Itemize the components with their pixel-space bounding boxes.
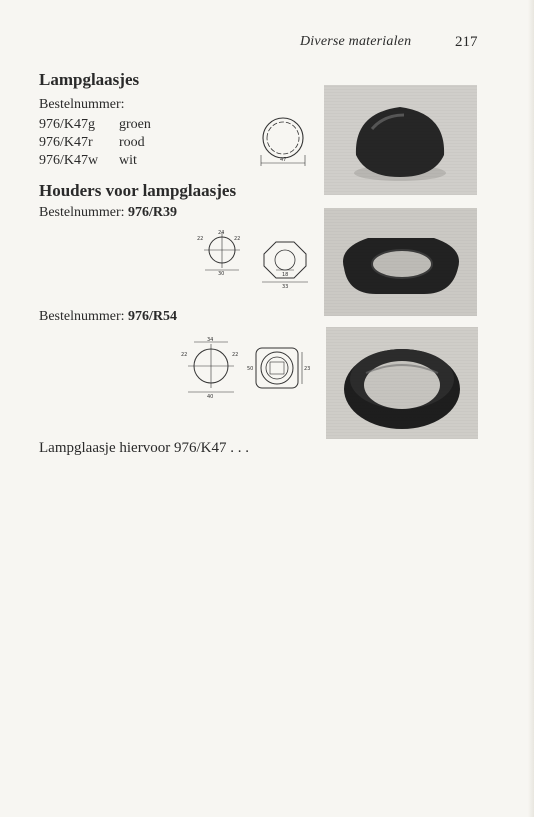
section-title-houders: Houders voor lampglaasjes xyxy=(39,181,237,200)
order-code: 976/R39 xyxy=(128,205,178,220)
dimension-label: 24 xyxy=(218,230,225,236)
dimension-label: 47 xyxy=(280,157,287,163)
running-header: Diverse materialen xyxy=(300,34,412,49)
product-color: wit xyxy=(119,153,137,168)
product-code: 976/K47w xyxy=(39,153,99,168)
dimension-label: 30 xyxy=(218,271,225,277)
holder-r54-photo xyxy=(326,327,478,439)
order-label: Bestelnummer: xyxy=(39,205,129,220)
order-number-r54 xyxy=(39,309,177,325)
holder-r54-front-diagram xyxy=(180,338,246,400)
product-row xyxy=(39,117,151,133)
product-color: groen xyxy=(119,117,151,132)
holder-r39-side-diagram xyxy=(258,236,313,290)
lamp-glass-photo xyxy=(324,85,477,195)
dimension-label: 40 xyxy=(207,394,214,400)
holder-r39-photo-art xyxy=(324,208,477,316)
dimension-label: 50 xyxy=(247,366,254,372)
lamp-glass-diagram xyxy=(255,108,310,170)
dimension-label: 33 xyxy=(282,284,289,290)
section-title-lampglaasjes: Lampglaasjes xyxy=(39,70,140,89)
holder-r39-front-diagram xyxy=(196,228,248,276)
order-number-label: Bestelnummer: xyxy=(39,97,125,112)
product-row xyxy=(39,135,145,151)
order-code: 976/R54 xyxy=(128,309,178,324)
dimension-label: 22 xyxy=(234,236,241,242)
dimension-label: 22 xyxy=(197,236,204,242)
holder-r54-photo-art xyxy=(326,327,478,439)
dimension-label: 23 xyxy=(304,366,311,372)
page-number: 217 xyxy=(455,34,478,50)
product-code: 976/K47g xyxy=(39,117,95,132)
page-edge xyxy=(528,0,534,817)
order-label: Bestelnummer: xyxy=(39,309,129,324)
dimension-label: 34 xyxy=(207,337,214,343)
glass-for-holder-note: Lampglaasje hiervoor 976/K47 . . . xyxy=(39,440,249,456)
order-number-r39 xyxy=(39,205,177,221)
dimension-label: 22 xyxy=(181,352,188,358)
product-color: rood xyxy=(119,135,145,150)
dimension-label: 18 xyxy=(282,272,289,278)
holder-r39-photo xyxy=(324,208,477,316)
product-row xyxy=(39,153,137,169)
product-code: 976/K47r xyxy=(39,135,93,150)
dimension-label: 22 xyxy=(232,352,239,358)
holder-r54-side-diagram xyxy=(246,342,314,394)
lamp-glass-photo-art xyxy=(324,85,477,195)
